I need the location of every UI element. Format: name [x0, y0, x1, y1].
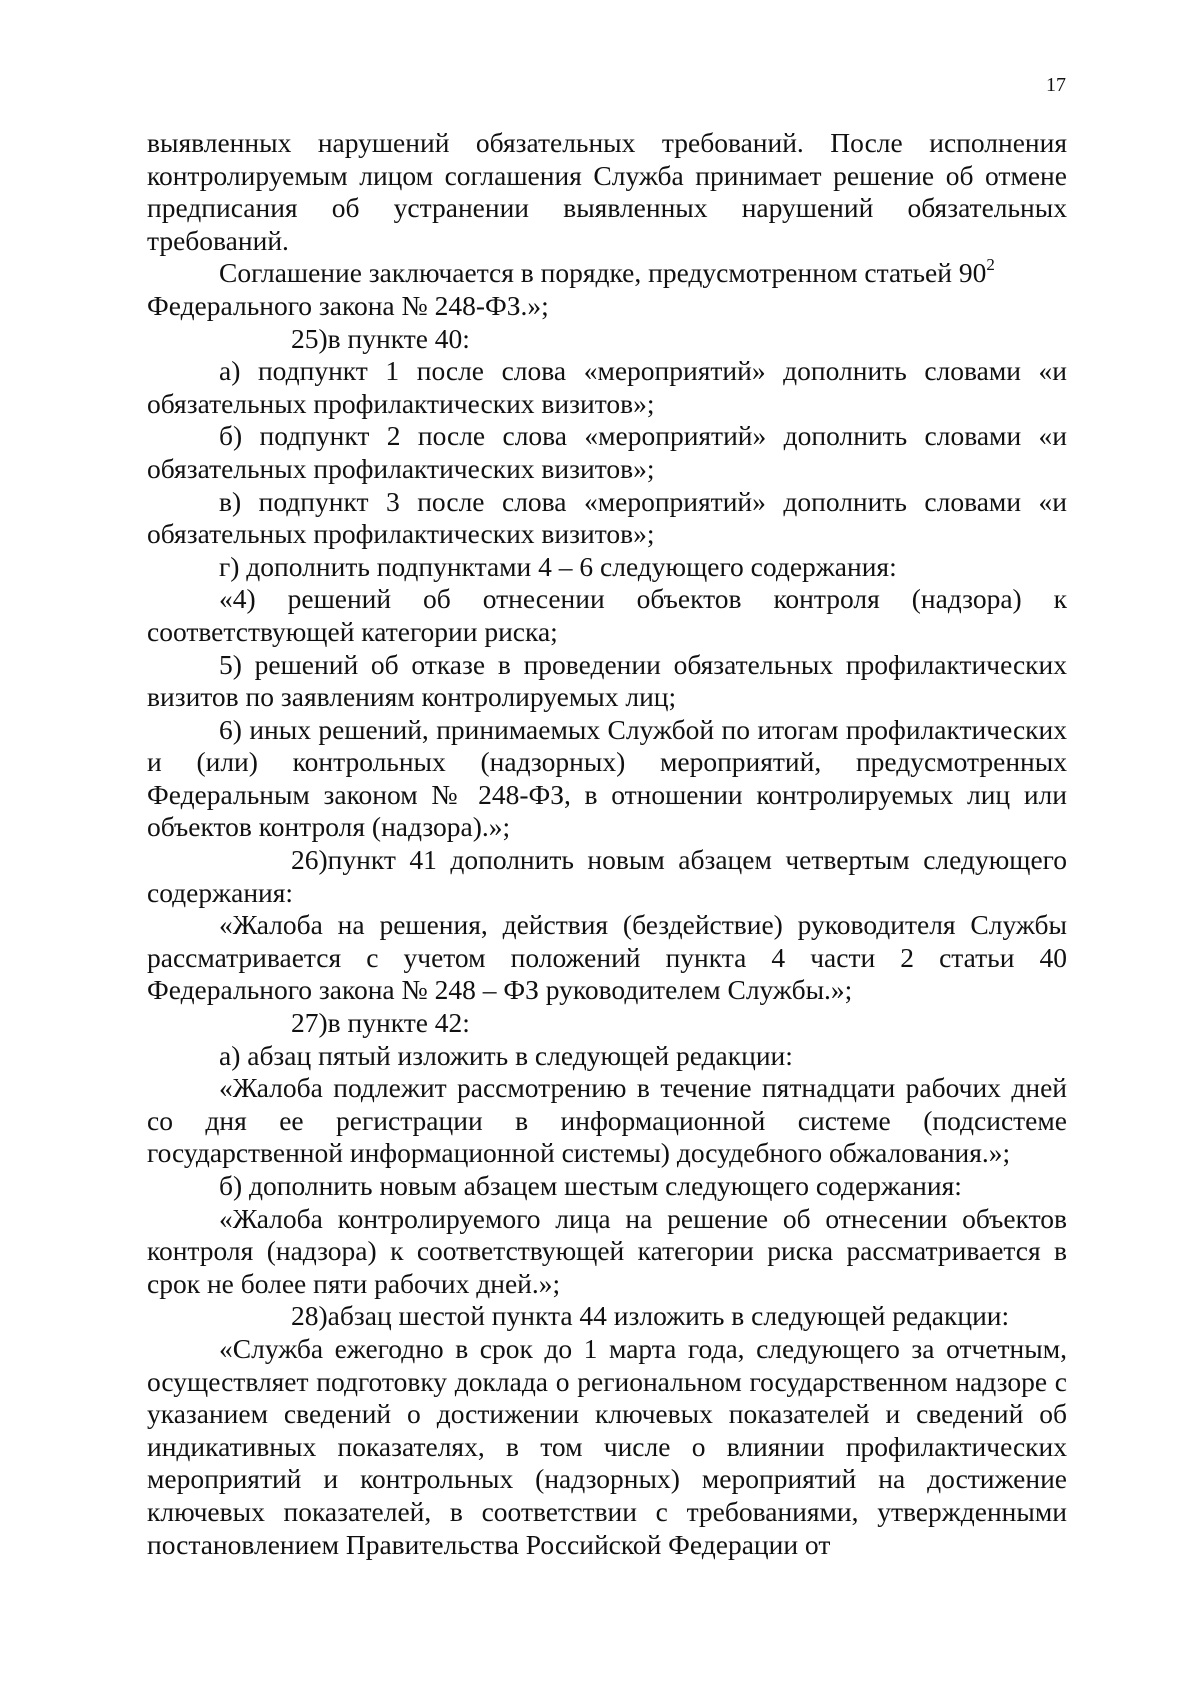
list-item — [147, 1007, 1067, 1040]
paragraph: «Жалоба на решения, действия (бездействие) руководителя Службы рассматривается с учетом положений пункта 4 части 2 статьи 40 Федерального закона № 248 – ФЗ руководителем Службы.»; — [147, 909, 1067, 1006]
item-text: пункт 41 дополнить новым абзацем четвертым следующего содержания: — [147, 844, 1067, 908]
superscript: 2 — [986, 255, 995, 275]
page-number: 17 — [1046, 74, 1066, 96]
item-text: в пункте 42: — [327, 1007, 470, 1039]
item-number: 28) — [291, 1300, 328, 1332]
paragraph: в) подпункт 3 после слова «мероприятий» дополнить словами «и обязательных профилактических визитов»; — [147, 485, 1067, 550]
item-number: 27) — [291, 1007, 328, 1039]
paragraph: Федерального закона № 248-ФЗ.»; — [147, 289, 549, 321]
list-item — [147, 844, 1067, 909]
list-item — [147, 1300, 1067, 1333]
paragraph: а) подпункт 1 после слова «мероприятий» дополнить словами «и обязательных профилактических визитов»; — [147, 355, 1067, 419]
paragraph — [147, 257, 1067, 290]
item-number: 26) — [291, 844, 328, 876]
paragraph: 6) иных решений, принимаемых Службой по итогам профилактических и (или) контрольных (надзорных) мероприятий, предусмотренных Федеральным законом № 248-ФЗ, в отношении контролируемых лиц или объектов контроля (надзора).»; — [147, 713, 1067, 843]
paragraph: «Служба ежегодно в срок до 1 марта года, следующего за отчетным, осуществляет подготовку доклада о региональном государственном надзоре с указанием сведений о достижении ключевых показателей и сведений об индикативных показателях, в том числе о влиянии профилактических мероприятий и контрольных (надзорных) мероприятий на достижение ключевых показателей, в соответствии с требованиями, утвержденными постановлением Правительства Российской Федерации от — [147, 1332, 1067, 1560]
paragraph: «Жалоба контролируемого лица на решение об отнесении объектов контроля (надзора) к соответствующей категории риска рассматривается в срок не более пяти рабочих дней.»; — [147, 1202, 1067, 1299]
paragraph: б) дополнить новым абзацем шестым следующего содержания: — [219, 1170, 962, 1201]
item-number: 25) — [291, 322, 328, 354]
paragraph: а) абзац пятый изложить в следующей редакции: — [219, 1039, 793, 1071]
paragraph: выявленных нарушений обязательных требований. После исполнения контролируемым лицом соглашения Служба принимает решение об отмене предписания об устранении выявленных нарушений обязательных требований. — [147, 127, 1067, 256]
document-body — [147, 127, 1067, 1561]
item-text: абзац шестой пункта 44 изложить в следующей редакции: — [327, 1300, 1010, 1332]
paragraph-text: Соглашение заключается в порядке, предусмотренном статьей 90 — [219, 257, 987, 289]
item-text: в пункте 40: — [327, 322, 470, 354]
paragraph: «Жалоба подлежит рассмотрению в течение пятнадцати рабочих дней со дня ее регистрации в информационной системе (подсистеме государственной информационной системы) досудебного обжалования.»; — [147, 1072, 1067, 1169]
paragraph: г) дополнить подпунктами 4 – 6 следующего содержания: — [219, 550, 897, 582]
paragraph: 5) решений об отказе в проведении обязательных профилактических визитов по заявлениям контролируемых лиц; — [147, 648, 1067, 713]
list-item — [147, 323, 1067, 356]
paragraph: б) подпункт 2 после слова «мероприятий» дополнить словами «и обязательных профилактических визитов»; — [147, 420, 1067, 484]
paragraph: «4) решений об отнесении объектов контроля (надзора) к соответствующей категории риска; — [147, 583, 1067, 647]
